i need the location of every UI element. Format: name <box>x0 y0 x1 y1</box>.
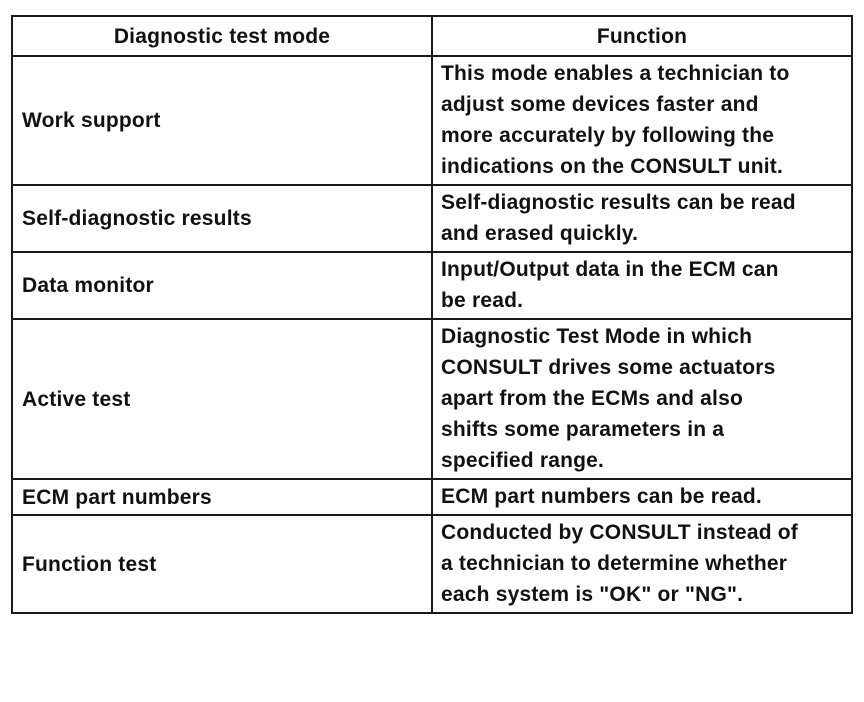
table-row <box>12 319 852 479</box>
function-cell <box>432 319 852 479</box>
table-row <box>12 479 852 515</box>
header-diagnostic-test-mode: Diagnostic test mode <box>12 16 432 56</box>
table-row <box>12 515 852 613</box>
function-line: This mode enables a technician to <box>441 62 790 85</box>
function-line: CONSULT drives some actuators <box>441 356 776 379</box>
function-line: more accurately by following the <box>441 124 775 147</box>
function-line: apart from the ECMs and also <box>441 387 743 410</box>
mode-cell: Active test <box>12 319 432 479</box>
function-line: ECM part numbers can be read. <box>441 485 762 508</box>
header-function: Function <box>432 16 852 56</box>
table-header-row <box>12 16 852 56</box>
function-cell <box>432 515 852 613</box>
function-cell <box>432 479 852 515</box>
mode-cell: Function test <box>12 515 432 613</box>
table-row <box>12 56 852 185</box>
function-line: be read. <box>441 289 524 312</box>
function-cell <box>432 185 852 252</box>
function-line: specified range. <box>441 449 605 472</box>
function-line: Self-diagnostic results can be read <box>441 191 796 214</box>
function-cell <box>432 56 852 185</box>
function-line: Input/Output data in the ECM can <box>441 258 779 281</box>
mode-cell: Data monitor <box>12 252 432 319</box>
table-row <box>12 252 852 319</box>
function-line: Conducted by CONSULT instead of <box>441 521 798 544</box>
function-line: a technician to determine whether <box>441 552 788 575</box>
function-line: each system is "OK" or "NG". <box>441 583 744 606</box>
function-line: indications on the CONSULT unit. <box>441 155 783 178</box>
function-line: adjust some devices faster and <box>441 93 759 116</box>
table-row <box>12 185 852 252</box>
mode-cell: ECM part numbers <box>12 479 432 515</box>
function-line: Diagnostic Test Mode in which <box>441 325 753 348</box>
function-line: shifts some parameters in a <box>441 418 725 441</box>
diagnostic-modes-table <box>11 15 853 614</box>
mode-cell: Self-diagnostic results <box>12 185 432 252</box>
function-line: and erased quickly. <box>441 222 639 245</box>
mode-cell: Work support <box>12 56 432 185</box>
function-cell <box>432 252 852 319</box>
